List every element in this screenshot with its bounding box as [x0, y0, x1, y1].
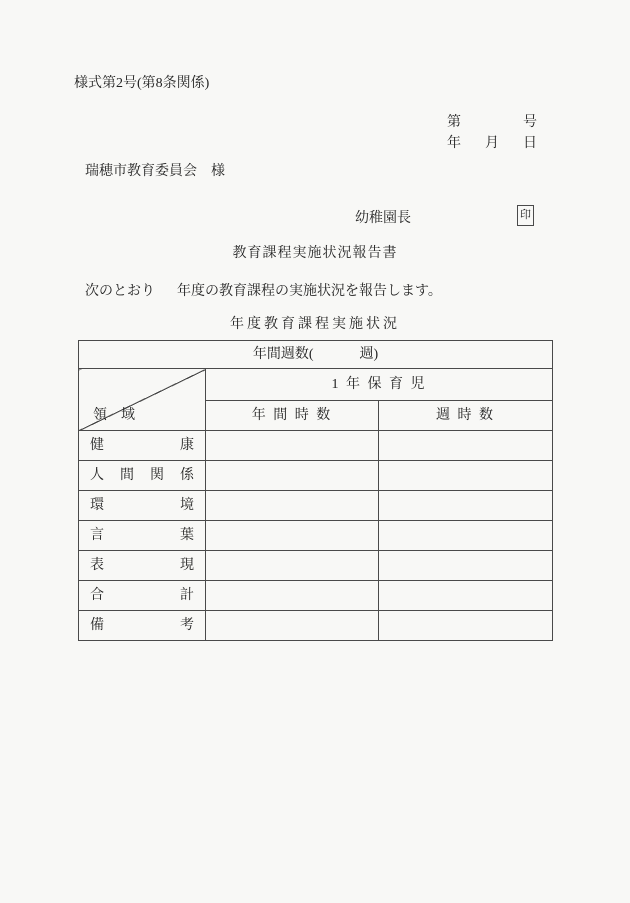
addressee: 瑞穂市教育委員会 様 — [85, 164, 225, 179]
document-number-row — [447, 116, 537, 130]
weekly-hours-cell[interactable] — [379, 461, 553, 491]
annual-hours-cell[interactable] — [206, 461, 379, 491]
annual-hours-cell[interactable] — [206, 611, 379, 641]
table-row-total — [79, 581, 553, 611]
table-row-remarks — [79, 611, 553, 641]
annual-hours-cell[interactable] — [206, 431, 379, 461]
domain-corner-cell — [79, 369, 206, 431]
signer-title: 幼稚園長 — [355, 211, 411, 226]
table-row-expression — [79, 551, 553, 581]
row-label-cell: 健康 — [79, 431, 206, 461]
weekly-hours-cell[interactable] — [379, 551, 553, 581]
table-caption: 年度教育課程実施状況 — [230, 317, 400, 332]
annual-hours-cell[interactable] — [206, 491, 379, 521]
intro-prefix: 次のとおり — [85, 284, 155, 299]
row-label-cell: 言葉 — [79, 521, 206, 551]
domain-corner-label: 領 域 — [93, 408, 135, 423]
annual-hours-cell[interactable] — [206, 551, 379, 581]
annual-weeks-cell — [79, 341, 553, 369]
seal-mark: 印 — [517, 205, 534, 226]
doc-number-suffix: 号 — [523, 115, 537, 130]
row-label-cell: 人間関係 — [79, 461, 206, 491]
annual-hours-cell[interactable] — [206, 521, 379, 551]
one-year-childcare-header: 1 年 保 育 児 — [206, 369, 553, 401]
date-month-label: 月 — [485, 136, 499, 151]
document-title: 教育課程実施状況報告書 — [232, 246, 398, 261]
weekly-hours-cell[interactable] — [379, 611, 553, 641]
weekly-hours-cell[interactable] — [379, 491, 553, 521]
row-label-cell: 備考 — [79, 611, 206, 641]
row-label-cell: 表現 — [79, 551, 206, 581]
table-row-health — [79, 431, 553, 461]
date-year-label: 年 — [447, 136, 461, 151]
weekly-hours-cell[interactable] — [379, 521, 553, 551]
annual-hours-cell[interactable] — [206, 581, 379, 611]
annual-hours-header: 年 間 時 数 — [206, 401, 379, 431]
row-label-cell: 合計 — [79, 581, 206, 611]
intro-sentence — [85, 285, 442, 299]
weekly-hours-header: 週 時 数 — [379, 401, 553, 431]
annual-weeks-row — [79, 341, 553, 369]
date-row — [447, 137, 537, 151]
group-header-row — [79, 369, 553, 401]
table-row-language — [79, 521, 553, 551]
weeks-prefix: 年間週数( — [252, 346, 314, 362]
doc-number-prefix: 第 — [447, 115, 461, 130]
row-label-cell: 環境 — [79, 491, 206, 521]
weekly-hours-cell[interactable] — [379, 431, 553, 461]
curriculum-status-table — [78, 340, 553, 641]
weeks-suffix: 週) — [359, 346, 379, 362]
intro-suffix: 年度の教育課程の実施状況を報告します。 — [177, 284, 442, 299]
weekly-hours-cell[interactable] — [379, 581, 553, 611]
date-day-label: 日 — [523, 136, 537, 151]
table-row-human-relations — [79, 461, 553, 491]
table-row-environment — [79, 491, 553, 521]
form-number: 様式第2号(第8条関係) — [74, 76, 210, 91]
